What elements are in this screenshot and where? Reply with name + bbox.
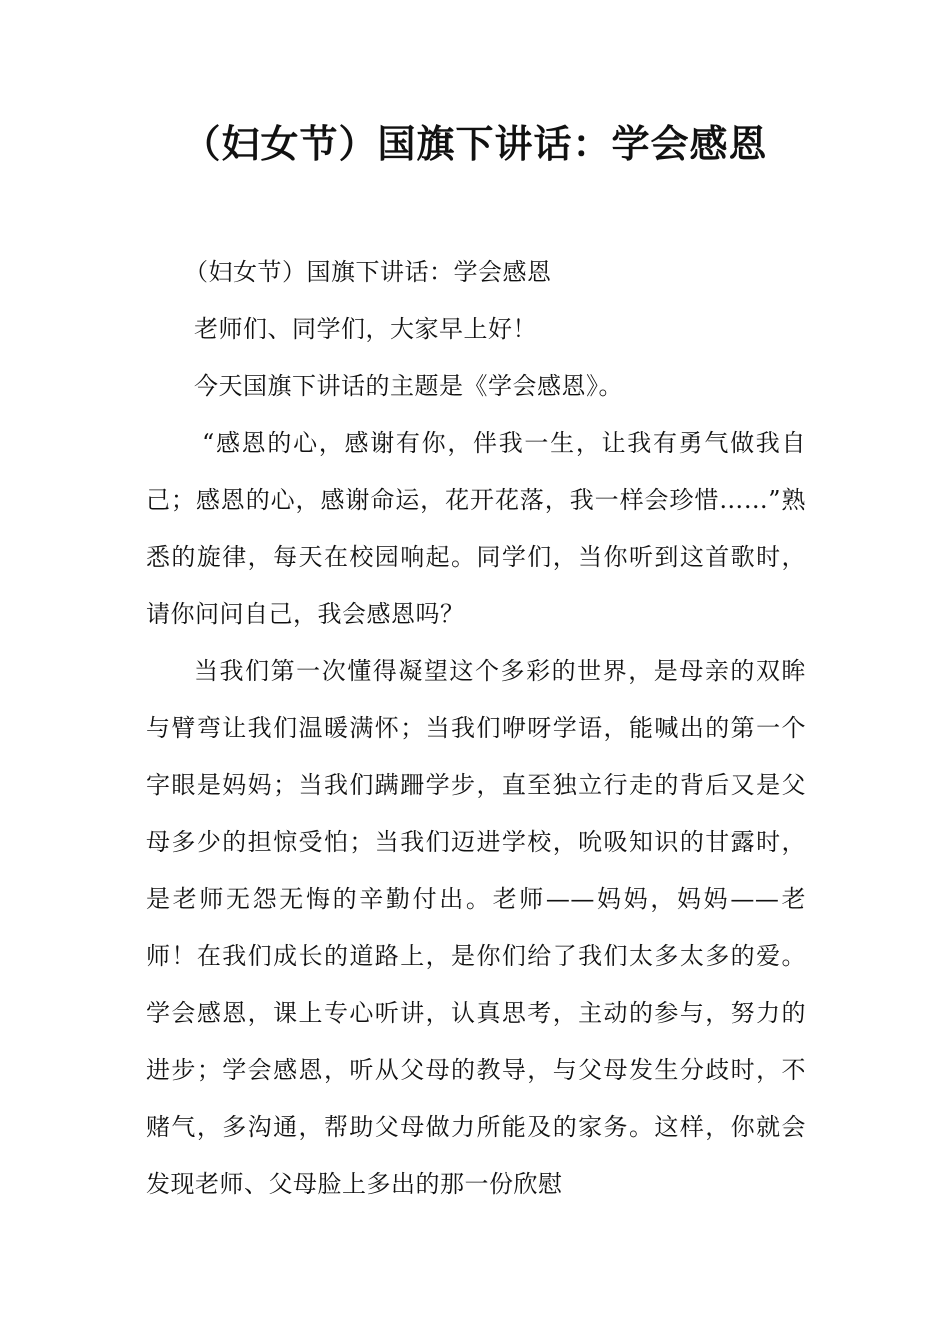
document-title: （妇女节）国旗下讲话：学会感恩 (182, 121, 768, 166)
body-paragraph-topic: 今天国旗下讲话的主题是《学会感恩》。 (194, 372, 623, 400)
body-paragraph-song: “感恩的心，感谢有你，伴我一生，让我有勇气做我自己；感恩的心，感谢命运，花开花落，我一样会珍惜……”熟悉的旋律，每天在校园响起。同学们，当你听到这首歌时，请你问问自己，我会感恩吗？ (146, 429, 806, 628)
body-paragraph-heading: （妇女节）国旗下讲话：学会感恩 (184, 258, 552, 286)
body-paragraph-greeting: 老师们、同学们，大家早上好！ (194, 315, 537, 343)
document-body (146, 244, 806, 1213)
body-paragraph-gratitude: 当我们第一次懂得凝望这个多彩的世界，是母亲的双眸与臂弯让我们温暖满怀；当我们咿呀学语，能喊出的第一个字眼是妈妈；当我们蹒跚学步，直至独立行走的背后又是父母多少的担惊受怕；当我们迈进学校，吮吸知识的甘露时，是老师无怨无悔的辛勤付出。老师——妈妈，妈妈——老师！在我们成长的道路上，是你们给了我们太多太多的爱。学会感恩，课上专心听讲，认真思考，主动的参与，努力的进步；学会感恩，听从父母的教导，与父母发生分歧时，不赌气，多沟通，帮助父母做力所能及的家务。这样，你就会发现老师、父母脸上多出的那一份欣慰 (146, 657, 806, 1198)
